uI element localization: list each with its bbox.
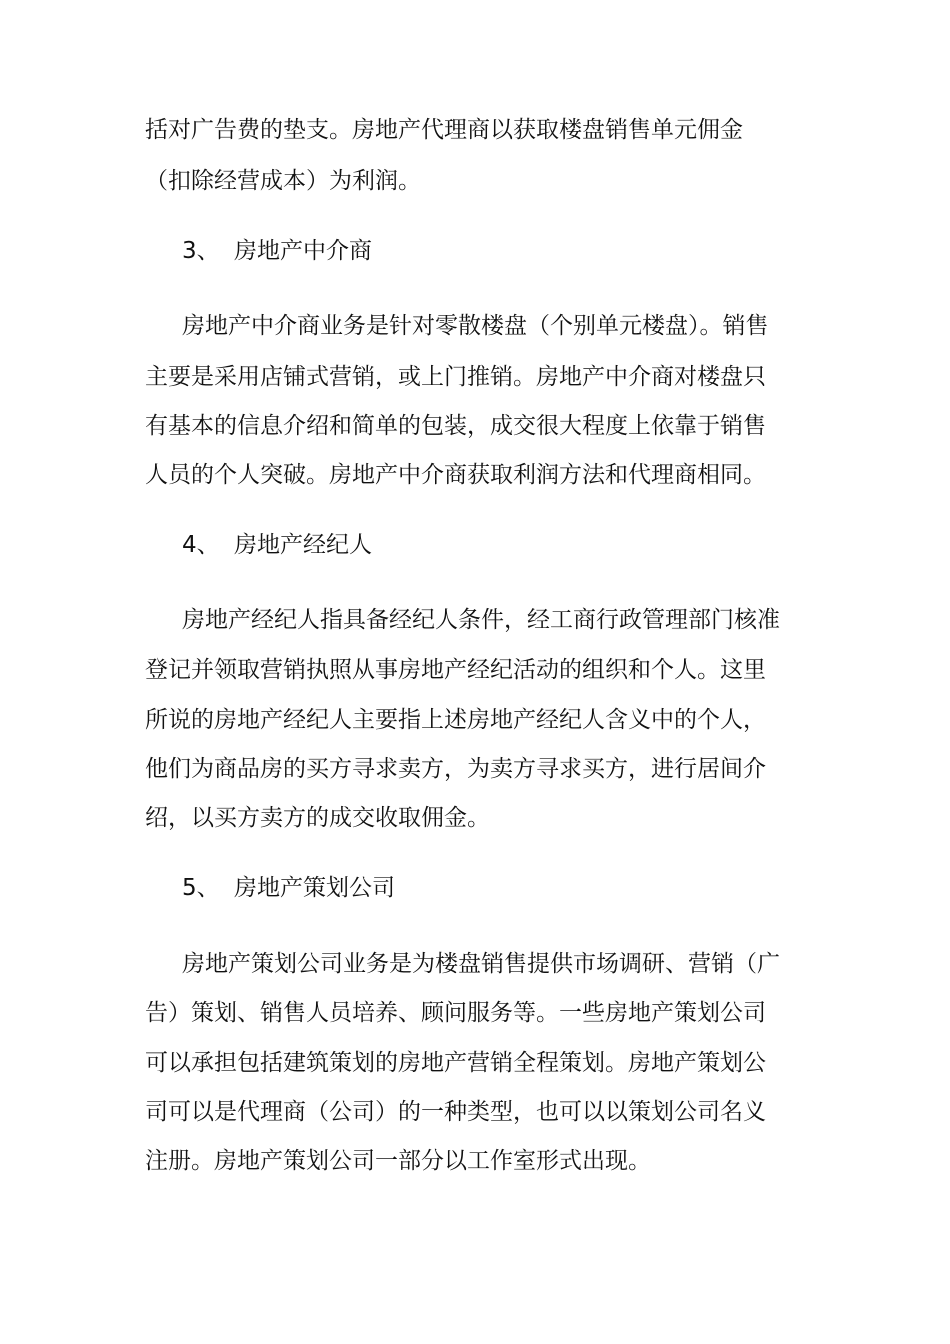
paragraph-line: 司可以是代理商（公司）的一种类型，也可以以策划公司名义 bbox=[145, 1099, 766, 1125]
paragraph-line: 告）策划、销售人员培养、顾问服务等。一些房地产策划公司 bbox=[145, 1000, 766, 1026]
paragraph-line: 括对广告费的垫支。房地产代理商以获取楼盘销售单元佣金 bbox=[145, 117, 743, 143]
paragraph-line: 所说的房地产经纪人主要指上述房地产经纪人含义中的个人， bbox=[145, 707, 766, 733]
section-number: 4、 bbox=[182, 532, 220, 558]
section-number: 3、 bbox=[182, 238, 220, 264]
paragraph-line: 房地产策划公司业务是为楼盘销售提供市场调研、营销（广 bbox=[182, 951, 780, 977]
paragraph-line: 绍，以买方卖方的成交收取佣金。 bbox=[145, 805, 490, 831]
paragraph-line: 房地产中介商业务是针对零散楼盘（个别单元楼盘）。销售 bbox=[182, 313, 769, 339]
paragraph-line: （扣除经营成本）为利润。 bbox=[145, 168, 421, 194]
section-heading bbox=[182, 873, 395, 903]
section-heading bbox=[182, 530, 372, 560]
paragraph-line: 人员的个人突破。房地产中介商获取利润方法和代理商相同。 bbox=[145, 462, 766, 488]
paragraph-line: 有基本的信息介绍和简单的包装，成交很大程度上依靠于销售 bbox=[145, 413, 766, 439]
paragraph-line: 登记并领取营销执照从事房地产经纪活动的组织和个人。这里 bbox=[145, 657, 766, 683]
section-heading bbox=[182, 236, 372, 266]
section-title: 房地产策划公司 bbox=[234, 875, 395, 901]
paragraph-line: 注册。房地产策划公司一部分以工作室形式出现。 bbox=[145, 1148, 651, 1174]
section-title: 房地产中介商 bbox=[234, 238, 372, 264]
paragraph-line: 他们为商品房的买方寻求卖方，为卖方寻求买方，进行居间介 bbox=[145, 756, 766, 782]
section-title: 房地产经纪人 bbox=[234, 532, 372, 558]
paragraph-line: 房地产经纪人指具备经纪人条件，经工商行政管理部门核准 bbox=[182, 607, 780, 633]
paragraph-line: 主要是采用店铺式营销，或上门推销。房地产中介商对楼盘只 bbox=[145, 364, 766, 390]
section-number: 5、 bbox=[182, 875, 220, 901]
paragraph-line: 可以承担包括建筑策划的房地产营销全程策划。房地产策划公 bbox=[145, 1050, 766, 1076]
